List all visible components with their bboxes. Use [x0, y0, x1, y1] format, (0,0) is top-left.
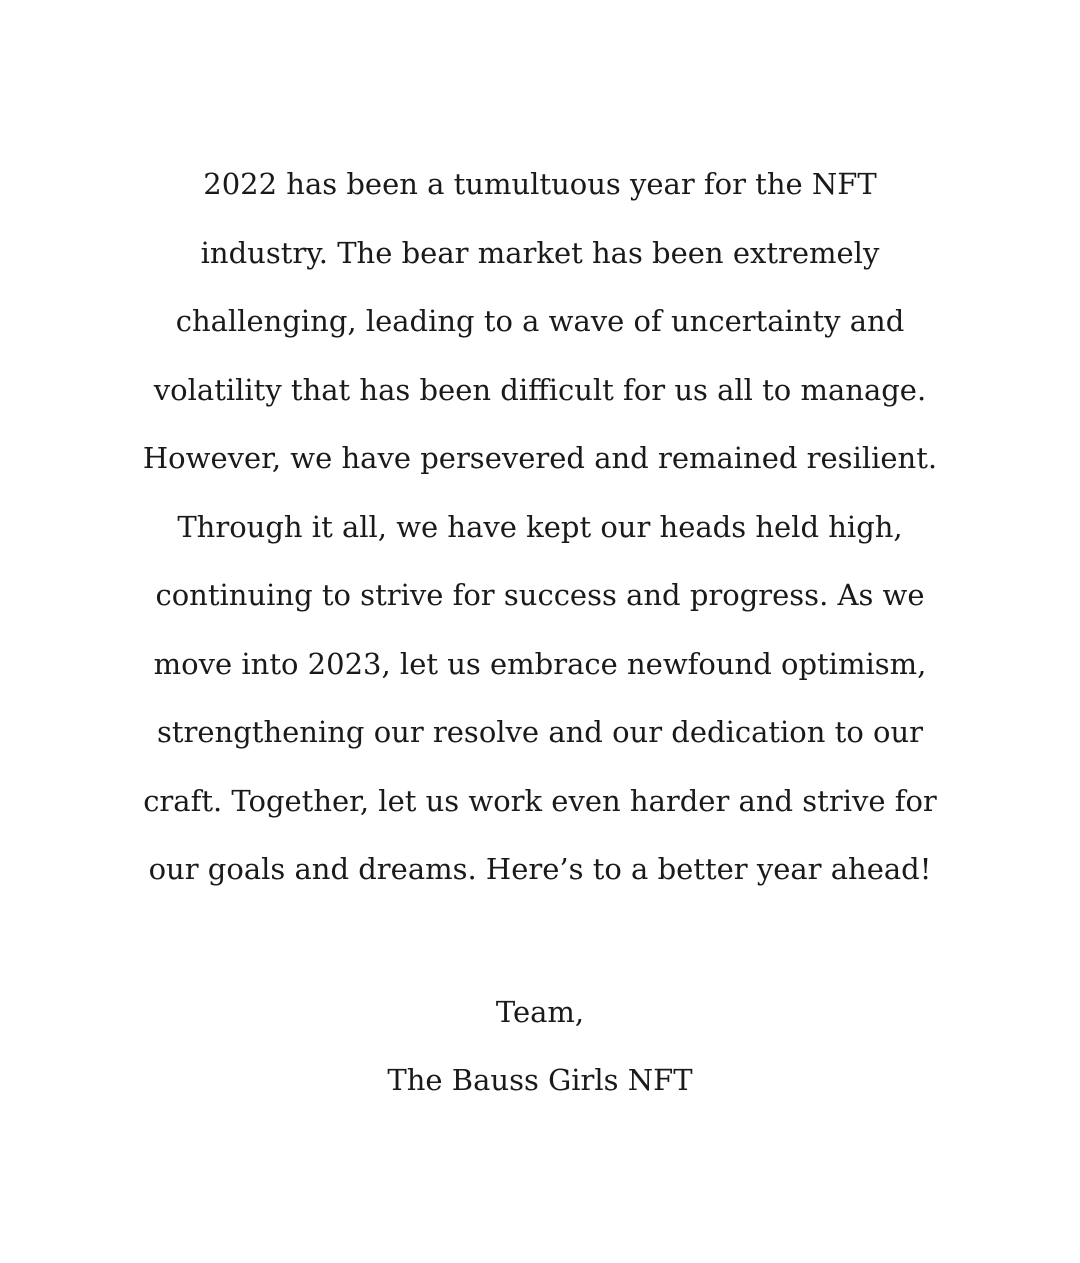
letter-line: our goals and dreams. Here’s to a better year ahead! [148, 852, 932, 886]
letter-line: move into 2023, let us embrace newfound optimism, [153, 646, 927, 681]
letter-line: continuing to strive for success and progress. As we [155, 578, 925, 612]
signature-name: The Bauss Girls NFT [387, 1063, 693, 1097]
letter-line: 2022 has been a tumultuous year for the NFT [203, 167, 877, 201]
letter-line: craft. Together, let us work even harder and strive for [143, 783, 937, 818]
signature-closing: Team, [495, 995, 585, 1029]
letter-line: strengthening our resolve and our dedication to our [156, 715, 923, 749]
letter-paragraph [0, 150, 1080, 904]
letter-line: Through it all, we have kept our heads held high, [177, 509, 903, 544]
letter-line: industry. The bear market has been extremely [200, 235, 880, 270]
letter-line: However, we have persevered and remained resilient. [142, 441, 938, 475]
letter-line: volatility that has been difficult for us all to manage. [153, 372, 927, 407]
letter-line: challenging, leading to a wave of uncertainty and [175, 304, 905, 338]
signature-block [0, 978, 1080, 1114]
letter-body [0, 150, 1080, 904]
